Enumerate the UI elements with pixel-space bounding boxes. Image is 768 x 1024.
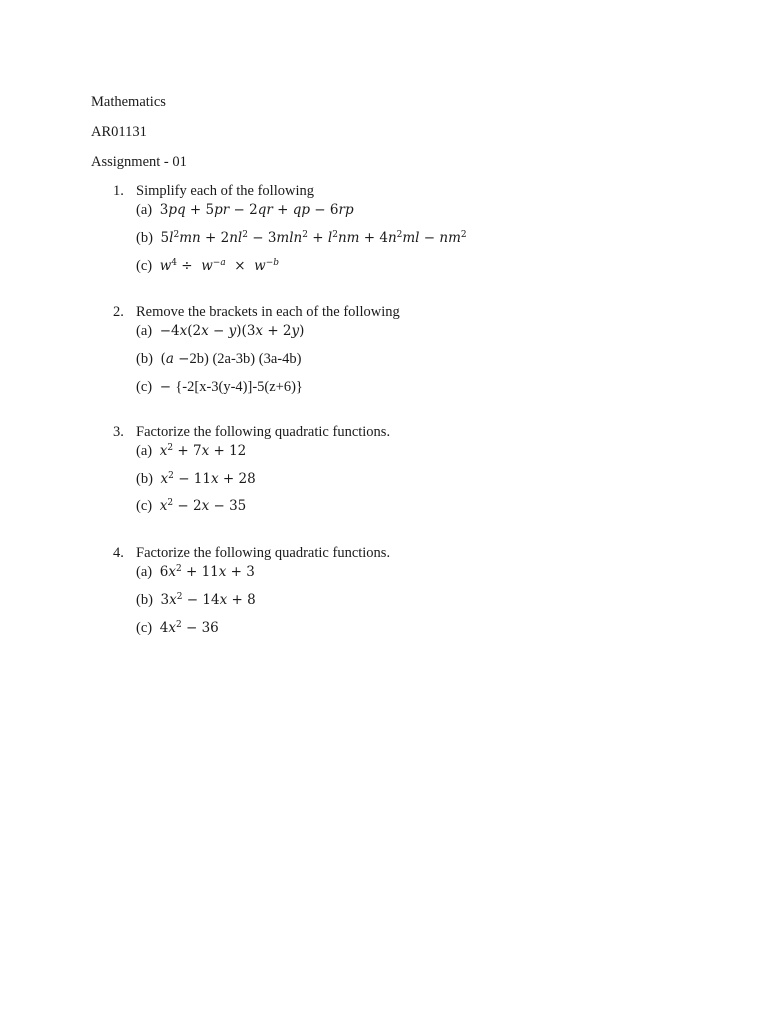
math-expression: $x^2 - 2x - 35$ [159, 498, 247, 514]
question-part-b [136, 229, 467, 247]
math-expression: $x^2 + 7x + 12$ [159, 443, 247, 459]
question-number: 4. [113, 545, 124, 561]
question-text: Factorize the following quadratic functions. [136, 424, 391, 440]
part-label: (a) [136, 323, 153, 339]
question-part-c [136, 257, 279, 275]
math-expression: $3x^2 - 14x + 8$ [160, 592, 256, 608]
question-number: 2. [113, 304, 124, 320]
part-label: (b) [136, 471, 153, 487]
part-label: (a) [136, 564, 153, 580]
part-label: (b) [136, 230, 153, 246]
part-label: (a) [136, 202, 153, 218]
part-label: (c) [136, 379, 153, 395]
question-part-a [136, 201, 354, 219]
math-expression: −4x(2x − y)(3x + 2y) [159, 323, 305, 339]
math-expression: − [159, 379, 176, 395]
math-expression: $6x^2 + 11x + 3$ [159, 564, 255, 580]
math-expression: $5l^2mn + 2nl^2 - 3mln^2 + l^2nm + 4n^2ml - nm^2$ [160, 230, 467, 246]
subject-heading: Mathematics [91, 94, 166, 110]
math-expression: $x^2 - 11x + 28$ [160, 471, 256, 487]
question-part-b [136, 350, 301, 368]
part-label: (b) [136, 351, 153, 367]
part-label: (c) [136, 258, 153, 274]
part-label: (b) [136, 592, 153, 608]
math-expression-tail: 2b) (2a-3b) (3a-4b) [189, 351, 302, 367]
question-part-a [136, 442, 246, 460]
question-part-c [136, 497, 246, 515]
assignment-title: Assignment - 01 [91, 154, 187, 170]
question-text: Remove the brackets in each of the following [136, 304, 400, 320]
part-label: (c) [136, 620, 153, 636]
question-part-b [136, 591, 256, 609]
question-part-a [136, 322, 304, 340]
question-part-c [136, 619, 219, 637]
question-number: 1. [113, 183, 124, 199]
question-part-a [136, 563, 255, 581]
math-expression: 3pq + 5pr − 2qr + qp − 6rp [159, 202, 354, 218]
question-text: Factorize the following quadratic functions. [136, 545, 391, 561]
question-part-c [136, 378, 303, 396]
part-label: (a) [136, 443, 153, 459]
question-part-b [136, 470, 256, 488]
question-number: 3. [113, 424, 124, 440]
course-code: AR01131 [91, 124, 147, 140]
part-label: (c) [136, 498, 153, 514]
math-expression: $4x^2 - 36$ [159, 620, 219, 636]
math-expression-tail: {-2[x-3(y-4)]-5(z+6)} [175, 379, 303, 395]
question-text: Simplify each of the following [136, 183, 314, 199]
math-expression: (a − [160, 351, 190, 367]
math-expression: $w^4 \div w^{-a} \times w^{-b}$ [159, 258, 280, 274]
